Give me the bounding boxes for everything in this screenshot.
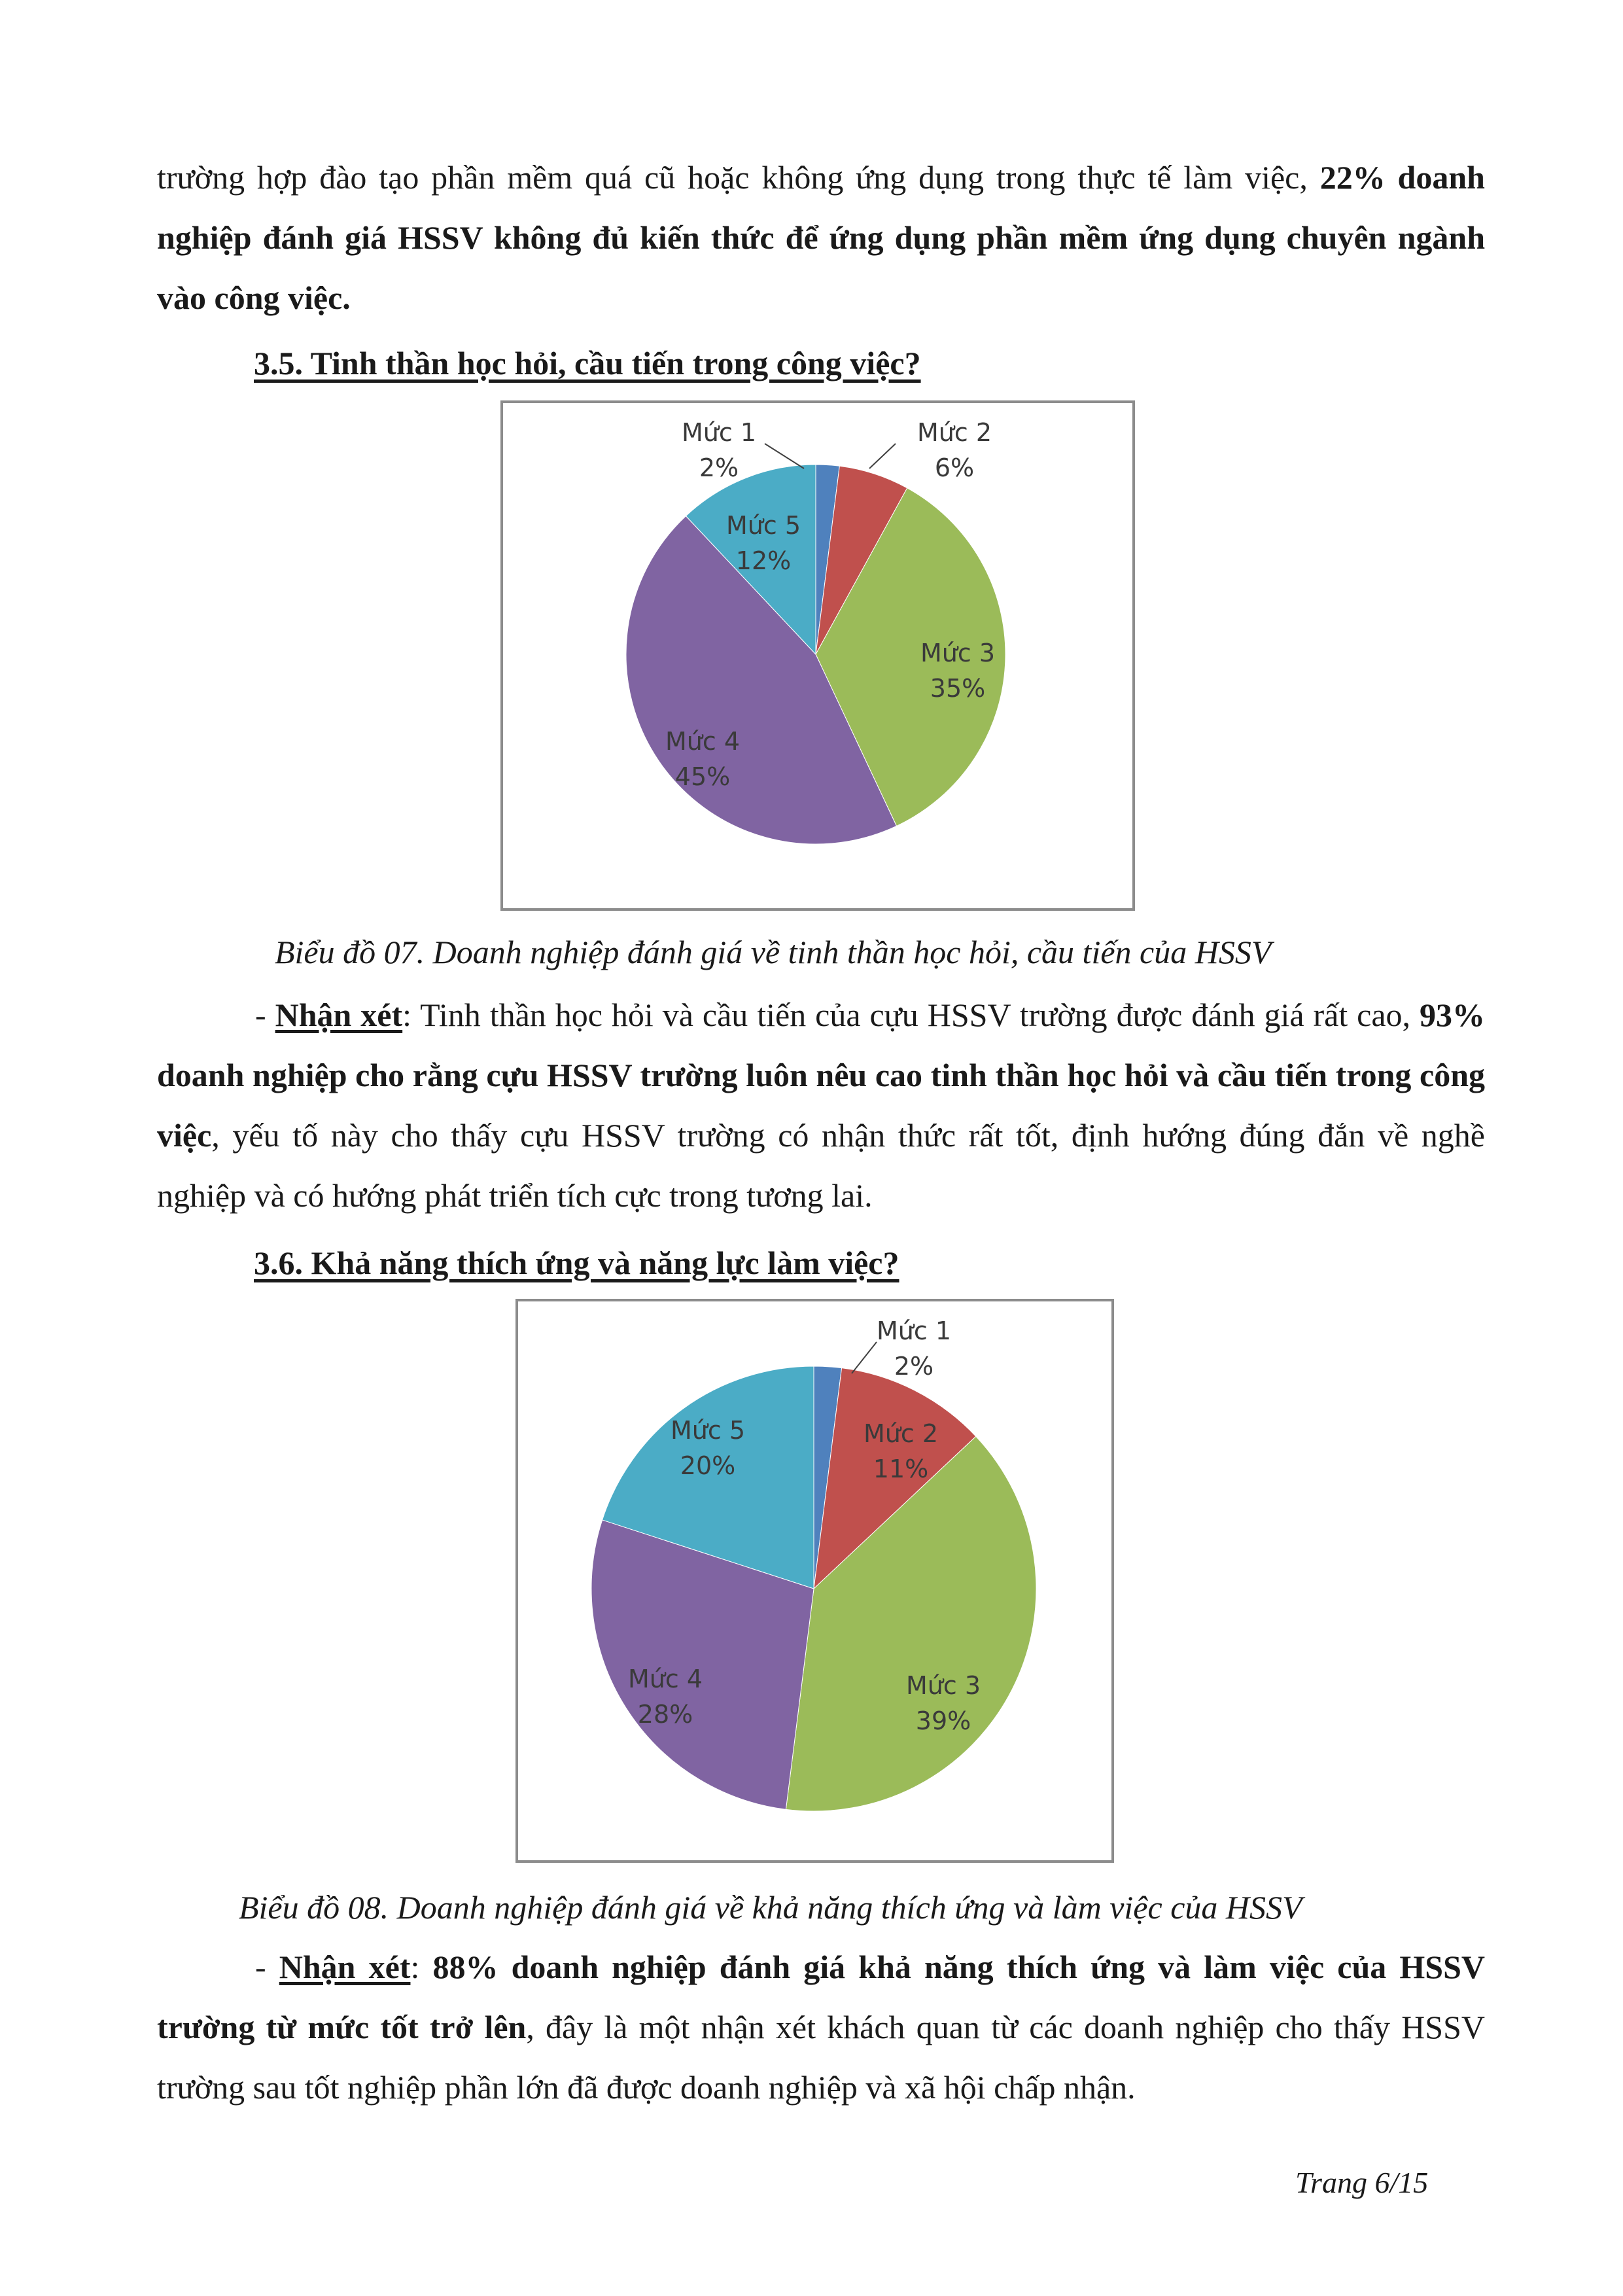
leader-line-muc-2 — [869, 444, 896, 468]
slice-value-label: 2% — [894, 1352, 934, 1381]
intro-bold-text: 22% doanh nghiệp đánh giá HSSV không đủ kiến thức để ứng dụng phần mềm ứng dụng chuyên ngành vào công việc. — [157, 159, 1485, 316]
heading-3-5: 3.5. Tinh thần học hỏi, cầu tiến trong công việc? — [254, 345, 921, 381]
comment-1-colon: : — [402, 997, 421, 1033]
slice-category-label: Mức 1 — [876, 1316, 952, 1345]
slice-value-label: 12% — [735, 546, 792, 575]
slice-category-label: Mức 1 — [681, 418, 757, 447]
leader-line-muc-1 — [765, 444, 804, 468]
slice-value-label: 45% — [674, 762, 731, 791]
chart-07-frame — [500, 400, 1135, 911]
chart-08-frame — [515, 1299, 1114, 1863]
slice-category-label: Mức 3 — [920, 639, 996, 667]
slice-value-label: 28% — [637, 1700, 693, 1729]
slice-value-label: 39% — [915, 1706, 971, 1735]
comment-1-text: Tinh thần học hỏi và cầu tiến của cựu HSSV trường được đánh giá rất cao, — [420, 997, 1420, 1033]
slice-value-label: 35% — [930, 674, 986, 703]
comment-2-colon: : — [410, 1949, 433, 1985]
comment-2-text: , đây là một nhận xét khách quan từ các doanh nghiệp cho thấy HSSV trường sau tốt nghiệp phần lớn đã được doanh nghiệp và xã hội chấp nhận. — [157, 2009, 1485, 2106]
comment-2-label: Nhận xét — [279, 1949, 411, 1985]
slice-category-label: Mức 2 — [916, 418, 992, 447]
slice-category-label: Mức 4 — [665, 727, 741, 756]
slice-value-label: 11% — [873, 1455, 929, 1483]
slice-category-label: Mức 3 — [905, 1671, 981, 1700]
comment-1-bold-text: 93% doanh nghiệp cho rằng cựu HSSV trường luôn nêu cao tinh thần học hỏi và cầu tiến trong công việc — [157, 997, 1486, 1154]
heading-3-6: 3.6. Khả năng thích ứng và năng lực làm việc? — [254, 1245, 899, 1281]
page-number: Trang 6/15 — [1295, 2166, 1429, 2199]
slice-category-label: Mức 5 — [670, 1416, 746, 1445]
slice-category-label: Mức 4 — [627, 1665, 703, 1693]
comment-1-text-end: , yếu tố này cho thấy cựu HSSV trường có nhận thức rất tốt, định hướng đúng đắn về nghề nghiệp và có hướng phát triển tích cực trong tương lai. — [157, 1117, 1485, 1214]
leader-line-muc-1 — [852, 1342, 877, 1373]
comment-2-bold-text: 88% doanh nghiệp đánh giá khả năng thích ứng và làm việc của HSSV trường từ mức tốt trở lên — [157, 1949, 1485, 2045]
pie-chart-08 — [518, 1301, 1111, 1860]
caption-chart-07: Biểu đồ 07. Doanh nghiệp đánh giá về tinh thần học hỏi, cầu tiến của HSSV — [275, 934, 1272, 970]
slice-value-label: 20% — [680, 1451, 736, 1480]
comment-paragraph-2 — [157, 1937, 1485, 2117]
slice-value-label: 2% — [699, 453, 739, 482]
comment-2-dash: - — [255, 1949, 279, 1985]
slice-category-label: Mức 2 — [863, 1419, 939, 1448]
slice-category-label: Mức 5 — [725, 511, 801, 540]
intro-paragraph — [157, 147, 1485, 328]
comment-1-label: Nhận xét — [275, 997, 403, 1033]
intro-text: trường hợp đào tạo phần mềm quá cũ hoặc không ứng dụng trong thực tế làm việc, — [157, 159, 1320, 196]
comment-paragraph-1 — [157, 985, 1485, 1226]
comment-1-dash: - — [255, 997, 275, 1033]
caption-chart-08: Biểu đồ 08. Doanh nghiệp đánh giá về khả năng thích ứng và làm việc của HSSV — [239, 1889, 1302, 1926]
pie-chart-07 — [503, 403, 1132, 908]
slice-value-label: 6% — [934, 453, 975, 482]
